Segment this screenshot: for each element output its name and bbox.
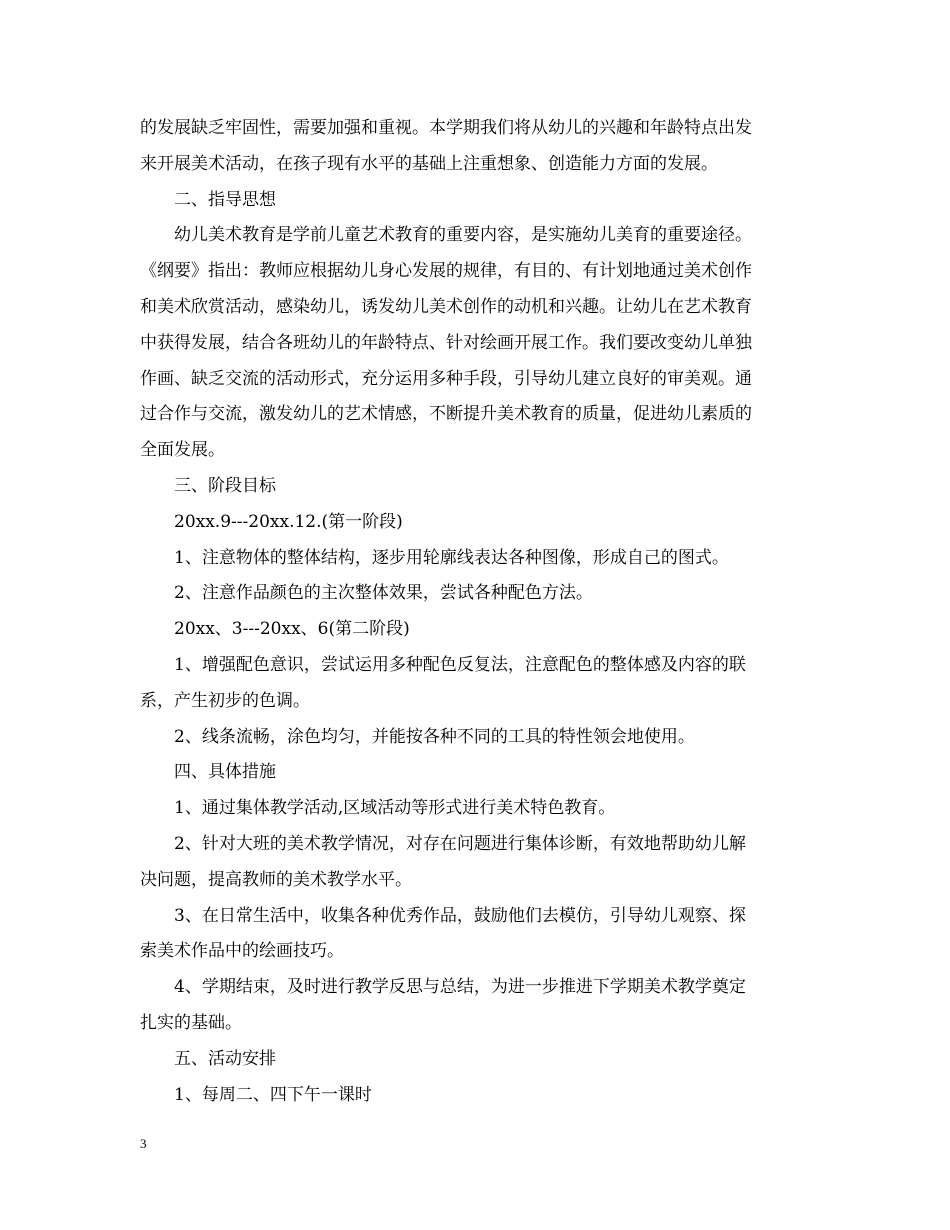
text-line: 3、在日常生活中，收集各种优秀作品，鼓励他们去模仿，引导幼儿观察、探 — [174, 905, 746, 926]
text-line: 1、注意物体的整体结构，逐步用轮廓线表达各种图像，形成自己的图式。 — [174, 547, 729, 568]
text-line: 幼儿美术教育是学前儿童艺术教育的重要内容，是实施幼儿美育的重要途径。 — [174, 225, 752, 246]
text-line: 决问题，提高教师的美术教学水平。 — [140, 869, 412, 890]
text-line: 4、学期结束，及时进行教学反思与总结，为进一步推进下学期美术教学奠定 — [174, 977, 746, 998]
text-line: 四、具体措施 — [174, 762, 276, 783]
text-line: 《纲要》指出：教师应根据幼儿身心发展的规律，有目的、有计划地通过美术创作 — [140, 261, 752, 282]
text-line: 的发展缺乏牢固性，需要加强和重视。本学期我们将从幼儿的兴趣和年龄特点出发 — [140, 118, 752, 138]
text-line: 2、线条流畅，涂色均匀，并能按各种不同的工具的特性领会地使用。 — [174, 726, 695, 747]
text-line: 五、活动安排 — [174, 1048, 276, 1069]
page-number: 3 — [140, 1136, 147, 1151]
text-line: 过合作与交流，激发幼儿的艺术情感，不断提升美术教育的质量，促进幼儿素质的 — [140, 404, 752, 425]
text-line: 全面发展。 — [140, 440, 225, 461]
text-line: 来开展美术活动，在孩子现有水平的基础上注重想象、创造能力方面的发展。 — [140, 153, 718, 174]
text-line: 2、针对大班的美术教学情况，对存在问题进行集体诊断，有效地帮助幼儿解 — [174, 833, 746, 854]
text-line: 三、阶段目标 — [174, 475, 276, 496]
text-line: 20xx、3---20xx、6(第二阶段) — [174, 619, 410, 640]
text-line: 二、指导思想 — [174, 189, 276, 210]
text-line: 和美术欣赏活动，感染幼儿，诱发幼儿美术创作的动机和兴趣。让幼儿在艺术教育 — [140, 296, 752, 317]
text-line: 1、增强配色意识，尝试运用多种配色反复法，注意配色的整体感及内容的联 — [174, 654, 746, 675]
text-line: 中获得发展，结合各班幼儿的年龄特点、针对绘画开展工作。我们要改变幼儿单独 — [140, 332, 752, 353]
document-body — [140, 111, 812, 1113]
text-line: 作画、缺乏交流的活动形式，充分运用多种手段，引导幼儿建立良好的审美观。通 — [140, 368, 752, 389]
text-line: 索美术作品中的绘画技巧。 — [140, 941, 344, 962]
text-line: 系，产生初步的色调。 — [140, 690, 310, 711]
text-line: 扎实的基础。 — [140, 1012, 242, 1033]
text-line: 20xx.9---20xx.12.(第一阶段) — [174, 511, 403, 532]
text-line: 2、注意作品颜色的主次整体效果，尝试各种配色方法。 — [174, 583, 593, 604]
text-line: 1、通过集体教学活动,区域活动等形式进行美术特色教育。 — [174, 798, 616, 819]
text-line: 1、每周二、四下午一课时 — [174, 1084, 372, 1105]
